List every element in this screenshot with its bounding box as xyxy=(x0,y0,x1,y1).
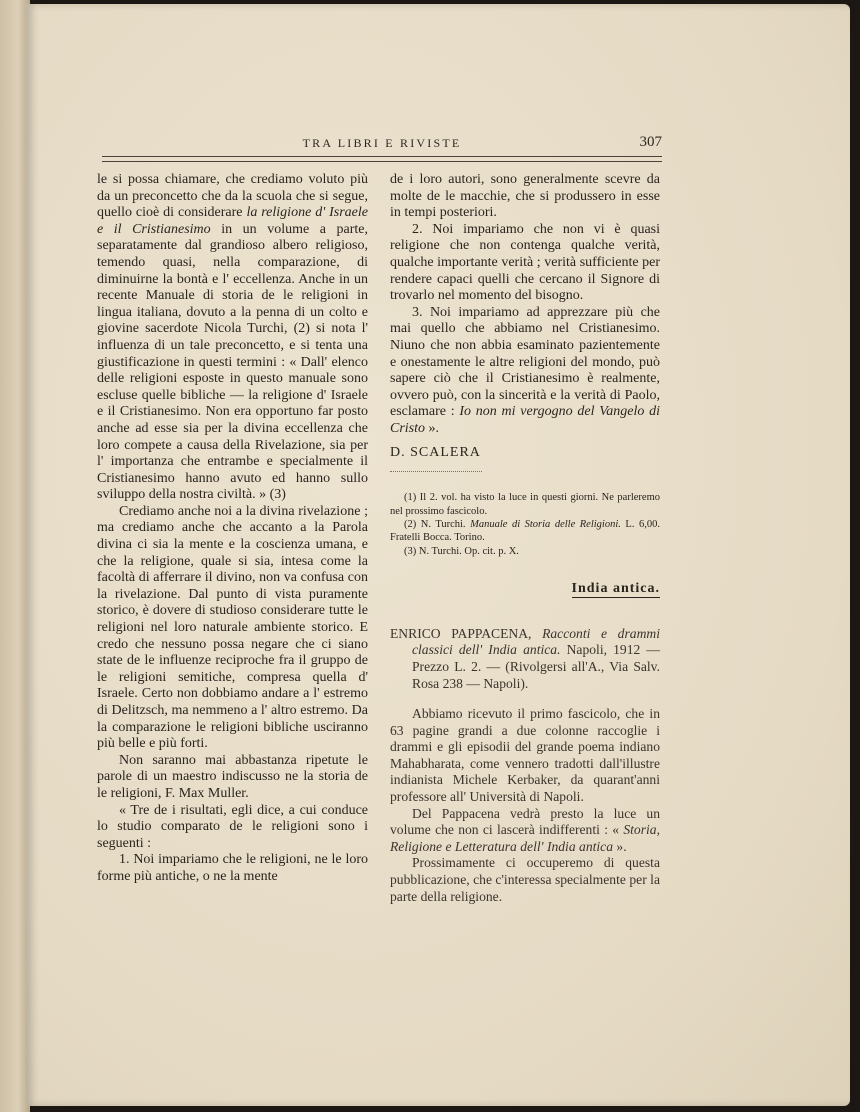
text-run: le si possa chiamare, che crediamo voluto più da un preconcetto che da la scuola che si segue, quello cioè di considerare xyxy=(97,172,368,221)
italic-text: Manuale di Storia delle Religioni. xyxy=(470,518,621,530)
book-author: ENRICO PAPPACENA, xyxy=(390,625,543,641)
paragraph: « Tre de i risultati, egli dice, a cui conduce lo studio comparato de le religioni sono i seguenti : xyxy=(97,802,368,851)
paragraph xyxy=(390,806,660,856)
footnote: (1) Il 2. vol. ha visto la luce in questi giorni. Ne parleremo nel prossimo fascicolo. xyxy=(390,492,660,517)
section-heading xyxy=(390,581,660,598)
paragraph: 2. Noi impariamo che non vi è quasi religione che non contenga qualche verità, qualche importante verità ; verità sufficiente per rendere capaci quelli che cercano il Signore di trovarlo nel momento del bisogno. xyxy=(390,221,660,304)
text-run: (2) N. Turchi. xyxy=(404,518,471,530)
header-rule xyxy=(102,156,662,162)
footnote: (3) N. Turchi. Op. cit. p. X. xyxy=(404,545,519,557)
author-signature: D. SCALERA xyxy=(390,444,481,460)
text-run: ». xyxy=(613,838,627,854)
paragraph: Non saranno mai abbastanza ripetute le parole di un maestro indiscusso ne la storia de le religioni, F. Max Muller. xyxy=(97,752,368,801)
paragraph: Crediamo anche noi a la divina rivelazione ; ma crediamo anche che accanto a la Parola divina ci sia la mente e la coscienza umana, e che la religione, quale si sia, intesa come la facoltà di afferrare il divino, non va confusa con la rivelazione. Dal punto di vista puramente storico, è dovere di studioso considerare tutte le religioni nel loro naturale ambiente storico. E credo che nessuno possa negare che ci siano state de le influenze reciproche fra il gruppo de le religioni semitiche, compresa quella d' Israele. Certo non dobbiamo andare a l' estremo di Delitzsch, ma nemmeno a l' altro estremo. Da la comparazione le religioni bibliche usciranno più belle e più forti. xyxy=(97,503,368,752)
book-details: Napoli, 1912 — Prezzo L. 2. — (Rivolgersi all'A., Via Salv. Rosa 238 — Napoli). xyxy=(412,642,660,691)
page-header xyxy=(102,134,662,158)
paragraph: de i loro autori, sono generalmente scevre da molte de le macchie, che si produssero in esse in tempi posteriori. xyxy=(390,172,660,221)
book-entry xyxy=(390,626,660,692)
text-run: ». xyxy=(425,420,440,436)
italic-text: Storia, Religione e Letteratura dell' India antica xyxy=(390,822,660,854)
text-run: L. 6,00. Fratelli Bocca. Torino. xyxy=(390,518,660,544)
text-run: in un volume a parte, separatamente dal grandioso albero religioso, temendo quasi, nella comparazione, di diminuirne la bontà e l' eccellenza. Anche in un recente Manuale di storia de le religioni in lingua italiana, dovuto a la penna di un colto e giovine sacerdote Nicola Turchi, (2) si nota l' influenza di un tale preconcetto, e si tenta una giustificazione in questi termini : « Dall' elenco delle religioni esposte in questo manuale sono escluse quelle bibliche — la religione d' Israele e il Cristianesimo. Non era opportuno far posto anche ad esse sia per la divina eccellenza che loro compete a causa della Rivelazione, sia per l' importanza che entrambe e specialmente il Cristianesimo hanno avuto ed hanno sullo sviluppo della nostra civiltà. » (3) xyxy=(97,221,369,503)
paragraph xyxy=(390,305,660,438)
text-run: 3. Noi impariamo ad apprezzare più che mai quello che abbiamo nel Cristianesimo. Niuno che non abbia esaminato pazientemente e onestamente le altre religioni del mondo, può sapere ciò che il Cristianesimo è realmente, ovvero può, con la sincerità e la verità di Paolo, esclamare : xyxy=(390,304,660,420)
right-column xyxy=(390,172,660,905)
book-title: Racconti e drammi classici dell' India antica. xyxy=(412,625,660,658)
footnote xyxy=(390,518,660,545)
paragraph: 1. Noi impariamo che le religioni, ne le loro forme più antiche, o ne la mente xyxy=(97,852,368,884)
left-column xyxy=(97,172,368,886)
italic-text: Io non mi vergogno del Vangelo di Cristo xyxy=(390,404,660,436)
text-run: Del Pappacena vedrà presto la luce un volume che non ci lascerà indifferenti : « xyxy=(390,805,660,838)
footnotes xyxy=(390,491,660,558)
italic-text: la religione d' Israele e il Cristianesimo xyxy=(97,205,369,237)
running-title: TRA LIBRI E RIVISTE xyxy=(302,136,462,150)
paragraph: Abbiamo ricevuto il primo fascicolo, che in 63 pagine grandi a due colonne raccoglie i drammi e gli episodii del grande poema indiano Mahabharata, come vennero tradotti dall'illustre indianista Michele Kerbaker, da quarant'anni professore all' Università di Napoli. xyxy=(390,706,660,805)
paragraph xyxy=(97,172,368,504)
footnote-separator xyxy=(390,471,482,473)
section-heading-text: India antica. xyxy=(571,581,660,597)
paragraph: Prossimamente ci occuperemo di questa pubblicazione, che c'interessa specialmente per la parte della religione. xyxy=(390,855,660,904)
page-number: 307 xyxy=(639,134,662,150)
